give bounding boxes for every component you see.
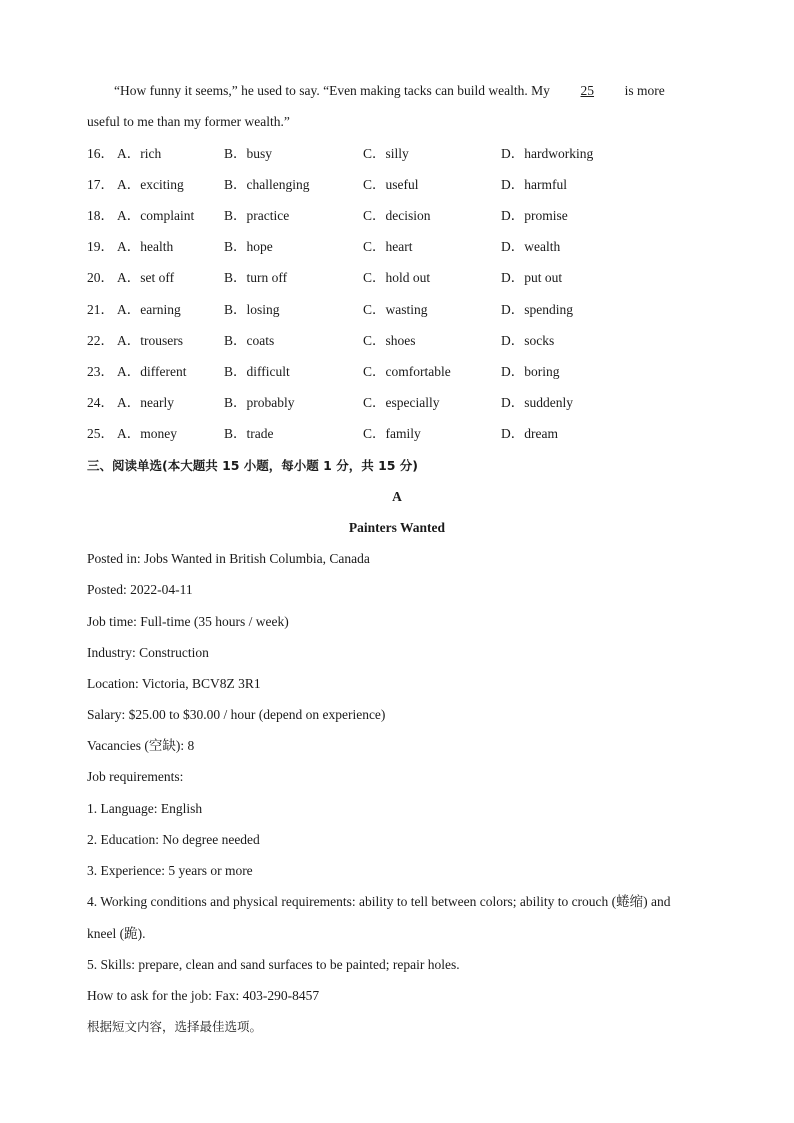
question-row	[87, 269, 727, 287]
question-number: 16．	[87, 146, 114, 161]
option-c: C．especially	[363, 394, 440, 410]
job-ad-line: Salary: $25.00 to $30.00 / hour (depend on experience)	[87, 707, 386, 722]
option-b: B．busy	[224, 146, 273, 161]
option-c: C．hold out	[363, 270, 431, 286]
option-b: B．losing	[224, 301, 280, 317]
option-b: B．practice	[224, 208, 290, 224]
passage-text-after-blank: is more	[621, 83, 665, 98]
option-a: A．nearly	[117, 394, 174, 410]
option-d: D．suddenly	[501, 394, 573, 410]
ad-title: Painters Wanted	[348, 520, 446, 535]
question-number: 23．	[87, 363, 114, 379]
job-ad-line: Posted: 2022-04-11	[87, 582, 193, 597]
option-d: D．harmful	[501, 177, 567, 193]
question-row	[87, 207, 727, 225]
job-ad-line: 4. Working conditions and physical requirements: ability to tell between colors; ability to crouch (蜷缩) and	[87, 894, 671, 909]
option-d: D．promise	[501, 208, 568, 224]
question-number: 21．	[87, 301, 114, 317]
question-number: 24．	[87, 394, 114, 410]
question-row	[87, 301, 727, 319]
passage-text-before-blank: “How funny it seems,” he used to say. “Even making tacks can build wealth. My	[114, 83, 554, 98]
passage-label: A	[392, 489, 402, 504]
option-b: B．challenging	[224, 177, 310, 193]
job-ad-line: Posted in: Jobs Wanted in British Columbia, Canada	[87, 551, 370, 566]
question-number: 22．	[87, 332, 114, 348]
option-c: C．family	[363, 425, 421, 441]
option-b: B．difficult	[224, 363, 290, 379]
option-a: A．exciting	[117, 177, 184, 193]
option-a: A．money	[117, 425, 177, 441]
question-number: 25．	[87, 425, 114, 441]
question-row	[87, 145, 727, 163]
option-c: C．silly	[363, 146, 409, 161]
job-ad-line: kneel (跪).	[87, 926, 146, 941]
option-b: B．probably	[224, 394, 295, 410]
option-b: B．turn off	[224, 270, 288, 286]
question-row	[87, 363, 727, 381]
question-row	[87, 176, 727, 194]
job-ad-line: 1. Language: English	[87, 801, 203, 816]
option-b: B．coats	[224, 332, 275, 348]
option-c: C．decision	[363, 208, 431, 224]
option-c: C．useful	[363, 177, 419, 193]
option-a: A．earning	[117, 301, 181, 317]
option-c: C．shoes	[363, 332, 416, 348]
question-row	[87, 394, 727, 412]
question-row	[87, 238, 727, 256]
option-c: C．comfortable	[363, 363, 451, 379]
option-a: A．complaint	[117, 208, 195, 224]
question-instruction: 根据短文内容，选择最佳选项。	[87, 1019, 263, 1034]
passage-line-2: useful to me than my former wealth.”	[87, 114, 290, 129]
option-a: A．health	[117, 239, 174, 255]
option-d: D．dream	[501, 425, 558, 441]
option-a: A．set off	[117, 270, 175, 286]
job-ad-line: Job requirements:	[87, 769, 184, 784]
option-d: D．put out	[501, 270, 563, 286]
option-c: C．heart	[363, 239, 413, 255]
passage-line-1	[114, 82, 665, 100]
option-a: A．rich	[117, 146, 162, 161]
job-ad-line: 3. Experience: 5 years or more	[87, 863, 253, 878]
answer-blank-25: 25	[580, 83, 595, 98]
option-a: A．different	[117, 363, 187, 379]
option-d: D．spending	[501, 301, 573, 317]
question-row	[87, 425, 727, 443]
job-ad-line: Vacancies (空缺): 8	[87, 738, 195, 753]
question-number: 17．	[87, 177, 114, 193]
job-ad-line: Industry: Construction	[87, 645, 209, 660]
section-heading: 三、阅读单选(本大题共 15 小题，每小题 1 分，共 15 分)	[87, 458, 419, 473]
job-ad-line: Job time: Full-time (35 hours / week)	[87, 614, 289, 629]
option-d: D．boring	[501, 363, 560, 379]
option-c: C．wasting	[363, 301, 428, 317]
job-ad-line: How to ask for the job: Fax: 403-290-8457	[87, 988, 320, 1003]
option-d: D．wealth	[501, 239, 561, 255]
question-number: 18．	[87, 208, 114, 224]
option-b: B．hope	[224, 239, 273, 255]
job-ad-line: 5. Skills: prepare, clean and sand surfaces to be painted; repair holes.	[87, 957, 460, 972]
option-d: D．hardworking	[501, 146, 594, 161]
option-d: D．socks	[501, 332, 555, 348]
question-number: 20．	[87, 270, 114, 286]
job-ad-line: 2. Education: No degree needed	[87, 832, 260, 847]
option-a: A．trousers	[117, 332, 183, 348]
option-b: B．trade	[224, 425, 274, 441]
job-ad-line: Location: Victoria, BCV8Z 3R1	[87, 676, 261, 691]
question-row	[87, 332, 727, 350]
question-number: 19．	[87, 239, 114, 255]
